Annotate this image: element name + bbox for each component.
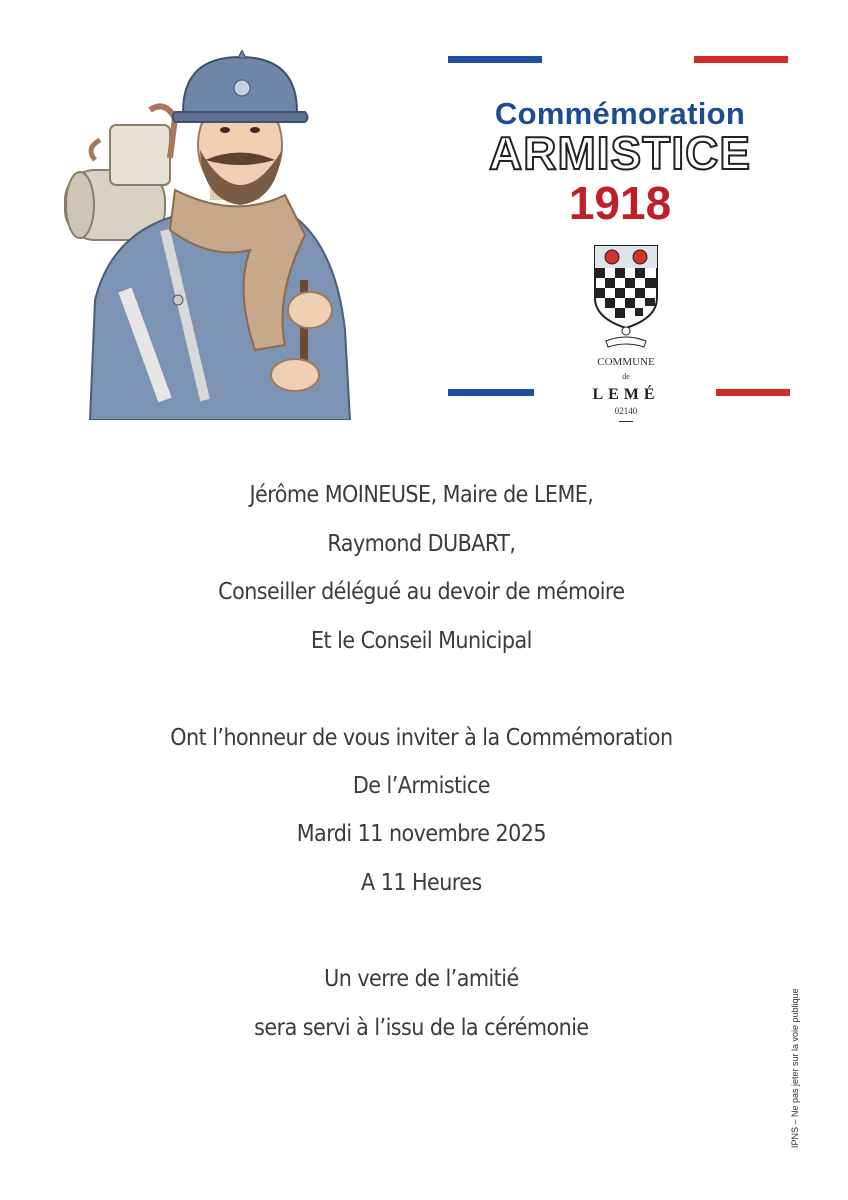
invitation-line-mayor: Jérôme MOINEUSE, Maire de LEME, xyxy=(249,482,594,508)
ipns-side-note: IPNS – Ne pas jeter sur la voie publique xyxy=(790,988,800,1148)
title-commemoration: Commémoration xyxy=(494,96,746,131)
postal-code-rule xyxy=(619,421,633,422)
invitation-line-council: Et le Conseil Municipal xyxy=(310,628,532,654)
town-name: LEMÉ xyxy=(592,386,660,403)
soldier-illustration xyxy=(55,50,385,420)
tricolor-bar-red-top xyxy=(694,56,788,63)
invitation-line-armistice: De l’Armistice xyxy=(352,773,490,799)
invitation-line-drink: Un verre de l’amitié xyxy=(324,966,519,992)
commune-label: COMMUNE xyxy=(597,356,655,368)
invitation-line-served: sera servi à l’issu de la cérémonie xyxy=(254,1015,589,1041)
invitation-line-councillor-role: Conseiller délégué au devoir de mémoire xyxy=(218,579,625,605)
invitation-line-time: A 11 Heures xyxy=(361,870,482,896)
coat-of-arms-icon xyxy=(592,243,660,353)
tricolor-bar-blue-bottom xyxy=(448,389,534,396)
invitation-line-date: Mardi 11 novembre 2025 xyxy=(296,821,547,847)
invitation-line-honour: Ont l’honneur de vous inviter à la Commémoration xyxy=(170,725,673,751)
invitation-line-councillor-name: Raymond DUBART, xyxy=(327,531,516,557)
title-year: 1918 xyxy=(568,177,672,229)
tricolor-bar-blue-top xyxy=(448,56,542,63)
tricolor-bar-red-bottom xyxy=(716,389,790,396)
postal-code: 02140 xyxy=(614,406,638,416)
commune-de-label: de xyxy=(622,372,630,381)
title-armistice: ARMISTICE xyxy=(489,127,751,179)
